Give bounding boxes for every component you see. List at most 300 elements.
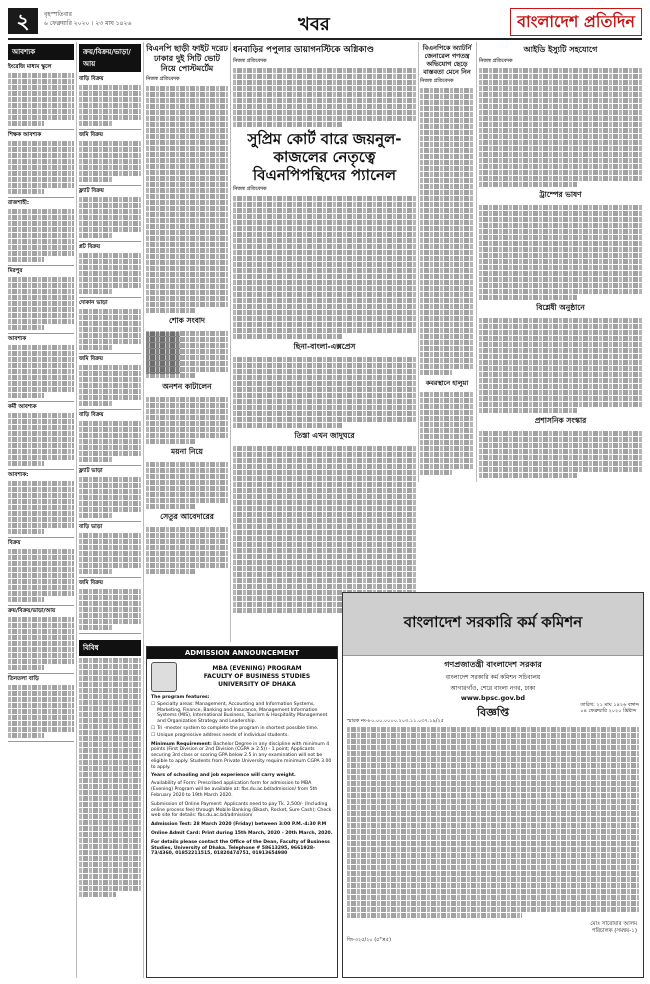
text-line	[8, 591, 74, 596]
text-line	[8, 283, 74, 288]
text-line	[8, 115, 74, 120]
text-line	[146, 140, 228, 145]
text-line	[8, 443, 74, 448]
text-line	[146, 194, 228, 199]
classified-ad-heading: ফ্ল্যাট ভাড়া	[79, 468, 103, 474]
text-line	[8, 189, 44, 194]
text-line	[233, 208, 416, 213]
text-line	[146, 200, 228, 205]
text-line	[420, 358, 474, 363]
text-line	[420, 440, 474, 445]
text-line	[8, 301, 74, 306]
text-line	[8, 629, 74, 634]
text-line	[79, 203, 141, 208]
text-line	[233, 86, 416, 91]
text-line	[479, 366, 642, 371]
text-line	[79, 802, 141, 807]
online-admit-card: Online Admit Card: Print during 15th March, 2020 - 20th March, 2020.	[151, 830, 333, 836]
text-line	[420, 262, 474, 267]
text-line	[79, 395, 141, 400]
classified-ad	[79, 354, 141, 410]
story-body	[233, 68, 416, 127]
text-line	[146, 98, 228, 103]
text-line	[479, 348, 642, 353]
text-line	[347, 757, 639, 762]
text-line	[233, 530, 416, 535]
text-line	[79, 850, 141, 855]
signatory-title: পরিচালক (সমন্বয়-১)	[591, 928, 637, 934]
text-line	[79, 109, 141, 114]
text-line	[146, 439, 195, 444]
text-line	[8, 727, 74, 732]
text-line	[420, 166, 474, 171]
text-line	[233, 232, 416, 237]
text-line	[8, 387, 74, 392]
signatory-name: মোঃ সারোয়ার আলম	[590, 921, 637, 927]
text-line	[79, 153, 141, 158]
text-line	[8, 85, 74, 90]
text-line	[233, 560, 416, 565]
text-line	[8, 425, 74, 430]
text-line	[479, 128, 642, 133]
text-line	[146, 367, 228, 372]
text-line	[479, 217, 642, 222]
text-line	[420, 202, 474, 207]
text-line	[79, 495, 141, 500]
text-line	[146, 308, 195, 313]
text-line	[420, 88, 474, 93]
text-line	[8, 493, 74, 498]
text-line	[420, 214, 474, 219]
story-title: বিশ্লেষী অনুষ্ঠানে	[536, 303, 585, 312]
text-line	[79, 613, 141, 618]
bpsc-banner-title: বাংলাদেশ সরকারি কর্ম কমিশন	[403, 613, 583, 631]
text-line	[79, 754, 141, 759]
text-line	[420, 346, 474, 351]
classified-ad	[79, 466, 141, 522]
text-line	[479, 176, 642, 181]
text-line	[347, 763, 639, 768]
text-line	[79, 601, 141, 606]
text-line	[347, 865, 639, 870]
text-line	[420, 220, 474, 225]
text-line	[8, 579, 74, 584]
text-line	[420, 298, 474, 303]
text-line	[79, 221, 141, 226]
text-line	[79, 501, 141, 506]
text-line	[479, 140, 642, 145]
text-line	[479, 182, 577, 187]
page-header	[8, 6, 642, 40]
text-line	[79, 197, 141, 202]
obituary-title: শোক সংবাদ	[169, 316, 205, 325]
story-body	[479, 431, 642, 478]
text-line	[233, 572, 416, 577]
text-line	[79, 103, 141, 108]
classified-ad-list	[79, 658, 141, 897]
text-line	[233, 608, 343, 613]
text-line	[146, 474, 228, 479]
text-line	[233, 104, 416, 109]
text-line	[79, 808, 141, 813]
text-line	[8, 511, 74, 516]
text-line	[479, 318, 642, 323]
text-line	[420, 304, 474, 309]
text-line	[146, 462, 228, 467]
text-line	[8, 481, 74, 486]
story-column-far-right	[479, 42, 642, 479]
text-line	[79, 862, 141, 867]
text-line	[146, 337, 228, 342]
text-line	[146, 539, 228, 544]
text-line	[420, 364, 474, 369]
classified-ad	[8, 402, 74, 470]
text-line	[79, 700, 141, 705]
text-line	[347, 775, 639, 780]
text-line	[79, 451, 141, 456]
text-line	[479, 384, 642, 389]
text-line	[420, 322, 474, 327]
text-line	[8, 313, 74, 318]
text-line	[420, 160, 474, 165]
classified-ad	[8, 266, 74, 334]
text-line	[146, 302, 228, 307]
text-line	[233, 280, 416, 285]
text-line	[8, 295, 74, 300]
text-line	[8, 461, 44, 466]
text-line	[79, 339, 141, 344]
text-line	[347, 901, 639, 906]
text-line	[146, 92, 228, 97]
text-line	[479, 110, 642, 115]
text-line	[8, 141, 74, 146]
text-line	[347, 883, 639, 888]
text-line	[8, 567, 74, 572]
text-line	[79, 874, 141, 879]
text-line	[479, 336, 642, 341]
faculty-name: FACULTY OF BUSINESS STUDIES	[203, 673, 311, 680]
bpsc-banner	[343, 593, 643, 656]
text-line	[79, 724, 141, 729]
text-line	[233, 80, 416, 85]
text-line	[420, 370, 452, 375]
top-story-headline: ধনবাড়ির পপুলার ডায়াগনস্টিকে অগ্নিকাণ্ড	[233, 45, 374, 55]
text-line	[233, 328, 416, 333]
text-line	[79, 682, 141, 687]
text-line	[146, 468, 228, 473]
text-line	[233, 316, 416, 321]
text-line	[146, 230, 228, 235]
text-line	[233, 304, 416, 309]
column-divider	[476, 42, 477, 482]
text-line	[79, 748, 141, 753]
text-line	[8, 617, 74, 622]
text-line	[8, 381, 74, 386]
text-line	[79, 760, 141, 765]
text-line	[8, 517, 74, 522]
text-line	[479, 158, 642, 163]
text-line	[233, 244, 416, 249]
text-line	[79, 766, 141, 771]
newspaper-logo: বাংলাদেশ প্রতিদিন	[510, 8, 642, 36]
text-line	[420, 154, 474, 159]
feature-item: Tri -mester system to complete the program in shortest possible time.	[157, 725, 319, 731]
text-line	[233, 286, 416, 291]
text-line	[8, 79, 74, 84]
section-title: খবর	[298, 14, 330, 35]
text-line	[79, 607, 141, 612]
text-line	[79, 838, 141, 843]
text-line	[420, 256, 474, 261]
text-line	[420, 352, 474, 357]
text-line	[79, 880, 141, 885]
classified-ad	[8, 538, 74, 606]
byline: নিজস্ব প্রতিবেদক	[146, 76, 180, 82]
text-line	[420, 280, 474, 285]
classified-ad-heading: মিরপুর	[8, 268, 23, 274]
text-line	[79, 688, 141, 693]
classified-ad	[8, 334, 74, 402]
text-line	[79, 377, 141, 382]
text-line	[347, 739, 639, 744]
story-body	[146, 527, 228, 574]
text-line	[347, 829, 639, 834]
text-line	[146, 242, 228, 247]
text-line	[347, 751, 639, 756]
text-line	[146, 331, 228, 336]
text-line	[420, 118, 474, 123]
experience-note: Years of schooling and job experience will carry weight.	[151, 772, 296, 778]
text-line	[146, 480, 228, 485]
admission-advertisement	[146, 646, 338, 978]
text-line	[479, 98, 642, 103]
text-line	[79, 321, 141, 326]
text-line	[347, 769, 639, 774]
text-line	[146, 260, 228, 265]
text-line	[79, 477, 141, 482]
text-line	[420, 172, 474, 177]
text-line	[146, 498, 228, 503]
text-line	[79, 796, 141, 801]
text-line	[347, 907, 639, 912]
text-line	[8, 239, 74, 244]
checkbox-icon: ☐	[151, 725, 156, 731]
text-line	[420, 136, 474, 141]
text-line	[79, 371, 141, 376]
text-line	[8, 91, 74, 96]
text-line	[8, 97, 74, 102]
text-line	[8, 499, 74, 504]
text-line	[420, 458, 474, 463]
classified-ad	[8, 470, 74, 538]
text-line	[146, 104, 228, 109]
submission-text: Submission of Online Payment: Applicants need to pay Tk. 2,500/- (Including online process fee) through Mobile Banking (Bkash, Rocket, Sure Cash); Check web site for details: fbs.du.ac.bd/admission/	[151, 801, 332, 819]
text-line	[233, 74, 416, 79]
text-line	[146, 296, 228, 301]
text-line	[8, 437, 74, 442]
classified-ad-heading: বাড়ি বিক্রয়	[79, 76, 104, 82]
text-line	[233, 357, 416, 362]
text-line	[146, 415, 228, 420]
byline: নিজস্ব প্রতিবেদক	[233, 58, 267, 64]
text-line	[79, 445, 141, 450]
classified-ad	[79, 186, 141, 242]
text-line	[233, 476, 416, 481]
text-line	[79, 742, 141, 747]
text-line	[79, 676, 141, 681]
classified-ad	[79, 578, 141, 634]
text-line	[79, 227, 141, 232]
text-line	[8, 319, 74, 324]
story-headline: আইডি ইস্যুটি সহযোগে	[523, 45, 598, 54]
text-line	[233, 536, 416, 541]
text-line	[420, 422, 474, 427]
text-line	[79, 483, 141, 488]
story-headline: বিএনপি ছাড়ী ফাইট দরেঢ ঢাকার দুই সিটি ভোট নিয়ে পোস্টমর্টেম	[146, 44, 228, 73]
text-line	[146, 427, 228, 432]
text-line	[479, 170, 642, 175]
text-line	[479, 473, 577, 478]
text-line	[420, 404, 474, 409]
text-line	[233, 98, 416, 103]
text-line	[420, 232, 474, 237]
classified-ad-heading: শিক্ষক আবশ্যক	[8, 132, 42, 138]
text-line	[146, 421, 228, 426]
classified-ad-heading: রাজশাহী:	[8, 200, 30, 206]
text-line	[79, 589, 141, 594]
text-line	[146, 355, 228, 360]
text-line	[146, 86, 228, 91]
text-line	[8, 665, 44, 670]
text-line	[8, 171, 74, 176]
text-line	[479, 295, 577, 300]
text-line	[479, 241, 642, 246]
text-line	[79, 670, 141, 675]
text-line	[479, 68, 642, 73]
text-line	[233, 381, 416, 386]
text-line	[233, 122, 343, 127]
text-line	[79, 832, 141, 837]
text-line	[8, 733, 44, 738]
text-line	[233, 202, 416, 207]
min-req-title: Minimum Requirement:	[151, 741, 212, 747]
classified-ad-heading: তিনতলা বাড়ি	[8, 676, 39, 682]
text-line	[79, 826, 141, 831]
text-line	[420, 286, 474, 291]
text-line	[8, 721, 74, 726]
text-line	[146, 557, 228, 562]
text-line	[347, 799, 639, 804]
text-line	[79, 886, 141, 891]
text-line	[233, 256, 416, 261]
text-line	[79, 147, 141, 152]
text-line	[79, 97, 141, 102]
text-line	[420, 94, 474, 99]
text-line	[8, 147, 74, 152]
classifieds-heading: বিবিধ	[79, 640, 141, 656]
classified-ad-heading: আবশ্যক:	[8, 472, 29, 478]
text-line	[233, 116, 416, 121]
text-line	[420, 392, 474, 397]
text-line	[79, 551, 141, 556]
text-line	[8, 431, 74, 436]
text-line	[146, 134, 228, 139]
text-line	[79, 159, 141, 164]
text-line	[479, 134, 642, 139]
story-title: ছিনা-বাংলা-এক্সপ্রেস	[293, 342, 356, 351]
classified-ad-list	[79, 74, 141, 634]
text-line	[233, 566, 416, 571]
text-line	[146, 551, 228, 556]
text-line	[233, 464, 416, 469]
text-line	[347, 817, 639, 822]
text-line	[8, 393, 44, 398]
text-line	[146, 492, 228, 497]
text-line	[8, 277, 74, 282]
story-title: কবরস্থানে হালুয়া	[425, 379, 469, 387]
text-line	[420, 410, 474, 415]
text-line	[8, 251, 74, 256]
text-line	[233, 524, 416, 529]
story-body	[479, 68, 642, 187]
text-line	[233, 68, 416, 73]
text-line	[79, 91, 141, 96]
text-line	[79, 277, 141, 282]
text-line	[79, 177, 113, 182]
text-line	[479, 253, 642, 258]
text-line	[8, 233, 74, 238]
text-line	[8, 257, 44, 262]
text-line	[79, 892, 116, 897]
text-line	[8, 561, 74, 566]
text-line	[8, 289, 74, 294]
text-line	[146, 182, 228, 187]
text-line	[146, 409, 228, 414]
story-body	[146, 462, 228, 509]
text-line	[479, 360, 642, 365]
text-line	[79, 545, 141, 550]
text-line	[146, 122, 228, 127]
text-line	[347, 871, 639, 876]
text-line	[420, 292, 474, 297]
classified-ad	[79, 74, 141, 130]
text-line	[479, 372, 642, 377]
text-line	[233, 482, 416, 487]
text-line	[347, 859, 639, 864]
text-line	[79, 489, 141, 494]
text-line	[146, 361, 228, 366]
text-line	[233, 268, 416, 273]
text-line	[79, 844, 141, 849]
story-body	[146, 86, 228, 313]
text-line	[233, 423, 343, 428]
text-line	[79, 664, 141, 669]
text-line	[233, 292, 416, 297]
text-line	[347, 877, 639, 882]
text-line	[479, 443, 642, 448]
classified-ad-heading: আবশ্যক	[8, 336, 27, 342]
text-line	[79, 421, 141, 426]
text-line	[420, 398, 474, 403]
text-line	[479, 330, 642, 335]
text-line	[8, 351, 74, 356]
text-line	[8, 177, 74, 182]
text-line	[479, 259, 642, 264]
text-line	[479, 324, 642, 329]
text-line	[479, 461, 642, 466]
text-line	[146, 266, 228, 271]
text-line	[347, 895, 639, 900]
